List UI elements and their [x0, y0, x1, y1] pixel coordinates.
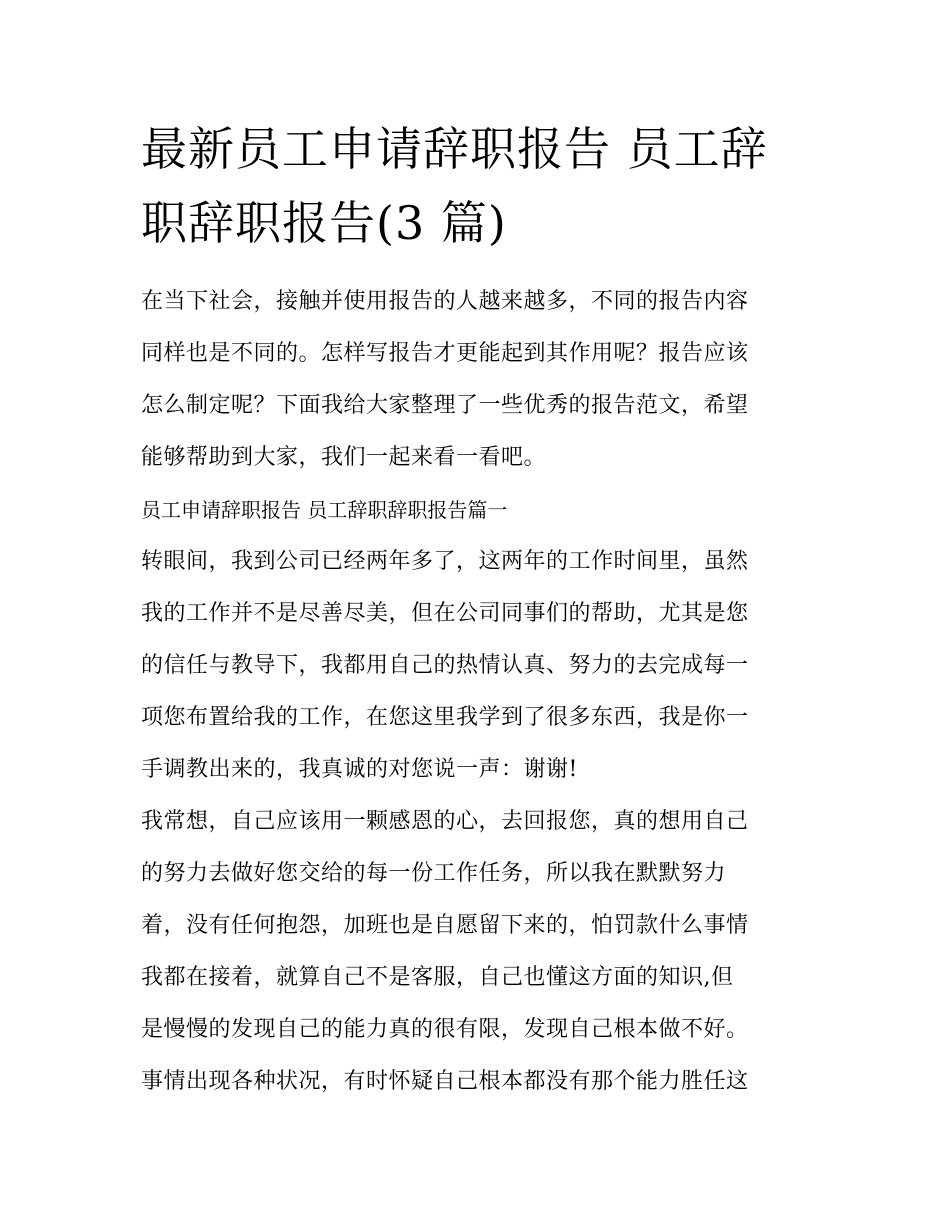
- intro-line: 能够帮助到大家，我们一起来看一看吧。: [141, 445, 547, 470]
- paragraph-line: 是慢慢的发现自己的能力真的很有限，发现自己根本做不好。: [141, 1017, 749, 1042]
- intro-line: 在当下社会，接触并使用报告的人越来越多，不同的报告内容: [141, 289, 749, 314]
- section-heading: 员工申请辞职报告 员工辞职辞职报告篇一: [141, 498, 508, 522]
- intro-paragraph: [141, 276, 813, 484]
- paragraph-line: 项您布置给我的工作，在您这里我学到了很多东西，我是你一: [141, 705, 749, 730]
- paragraph-line: 我常想，自己应该用一颗感恩的心，去回报您，真的想用自己: [141, 809, 749, 834]
- paragraph-1: [141, 536, 813, 796]
- document-page: [141, 112, 813, 1108]
- paragraph-line: 转眼间，我到公司已经两年多了，这两年的工作时间里，虽然: [141, 549, 749, 574]
- paragraph-line: 的信任与教导下，我都用自己的热情认真、努力的去完成每一: [141, 653, 749, 678]
- document-body: [141, 276, 813, 1108]
- paragraph-line: 着，没有任何抱怨，加班也是自愿留下来的，怕罚款什么事情: [141, 913, 749, 938]
- page-title: [141, 112, 813, 260]
- paragraph-line: 事情出现各种状况，有时怀疑自己根本都没有那个能力胜任这: [141, 1069, 749, 1094]
- title-line-1: 最新员工申请辞职报告 员工辞: [141, 122, 768, 176]
- paragraph-line: 手调教出来的，我真诚的对您说一声：谢谢!: [141, 757, 578, 782]
- paragraph-line: 我的工作并不是尽善尽美，但在公司同事们的帮助，尤其是您: [141, 601, 749, 626]
- intro-line: 怎么制定呢？下面我给大家整理了一些优秀的报告范文，希望: [141, 393, 749, 418]
- title-line-2: 职辞职报告(3 篇): [141, 196, 507, 250]
- paragraph-line: 我都在接着，就算自己不是客服，自己也懂这方面的知识,但: [141, 965, 734, 990]
- paragraph-line: 的努力去做好您交给的每一份工作任务，所以我在默默努力: [141, 861, 727, 886]
- intro-line: 同样也是不同的。怎样写报告才更能起到其作用呢？报告应该: [141, 341, 749, 366]
- paragraph-2: [141, 796, 813, 1108]
